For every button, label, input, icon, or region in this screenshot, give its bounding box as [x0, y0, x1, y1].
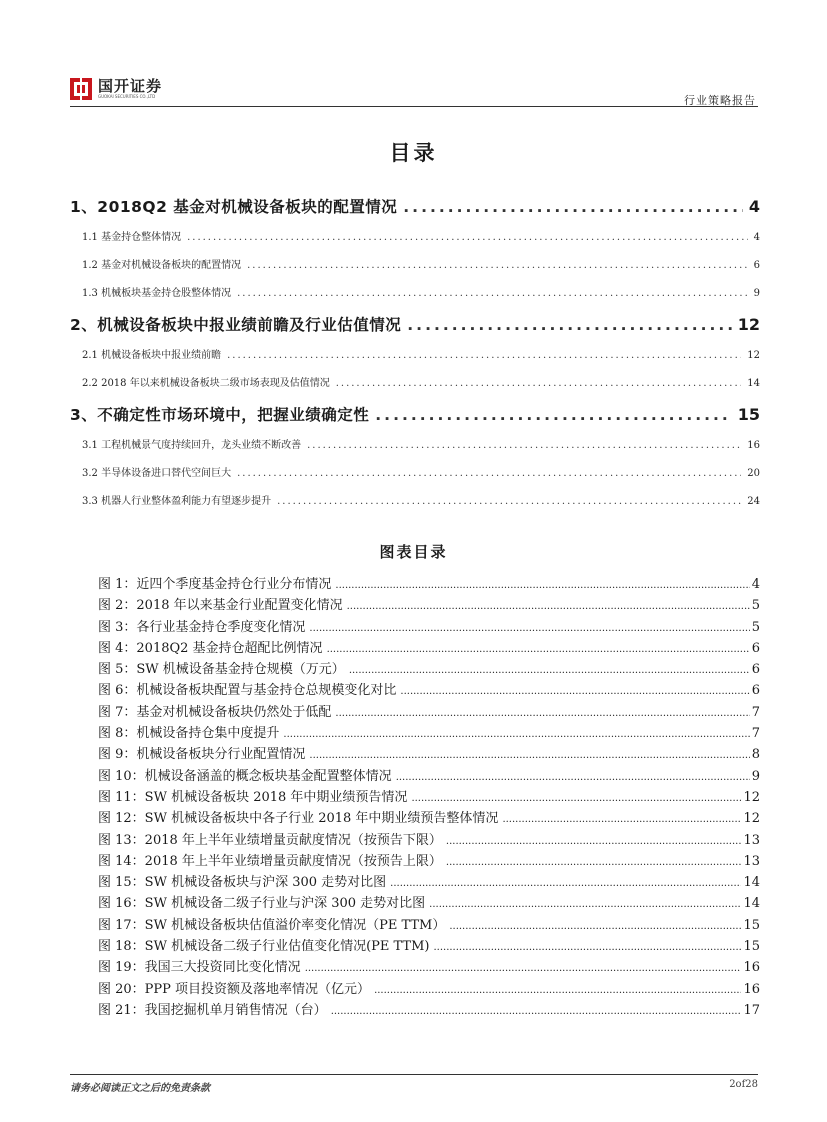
- figure-entry-label: 图 2：2018 年以来基金行业配置变化情况: [98, 598, 343, 614]
- figure-entry[interactable]: [98, 595, 760, 616]
- dot-leader: [375, 398, 731, 432]
- toc-entry-page: 12: [737, 315, 760, 334]
- table-of-contents: [70, 190, 760, 516]
- figure-entry-page: 8: [751, 747, 760, 763]
- dot-leader: [411, 788, 741, 808]
- figure-entry-page: 12: [743, 789, 760, 805]
- figure-entry[interactable]: [98, 1000, 760, 1021]
- figure-entry-label: 图 4：2018Q2 基金持仓超配比例情况: [98, 640, 323, 656]
- dot-leader: [187, 224, 748, 252]
- figure-entry[interactable]: [98, 744, 760, 765]
- footer-divider: [70, 1074, 758, 1075]
- figure-list-title: 图表目录: [379, 543, 448, 561]
- figure-entry[interactable]: [98, 872, 760, 893]
- toc-entry[interactable]: [70, 308, 760, 342]
- figure-entry-label: 图 7：基金对机械设备板块仍然处于低配: [98, 704, 332, 720]
- dot-leader: [396, 767, 750, 787]
- dot-leader: [309, 618, 749, 638]
- dot-leader: [309, 745, 749, 765]
- dot-leader: [327, 639, 750, 659]
- figure-entry-label: 图 16：SW 机械设备二级子行业与沪深 300 走势对比图: [98, 896, 426, 912]
- dot-leader: [446, 831, 742, 851]
- toc-entry-page: 14: [747, 378, 760, 389]
- toc-entry-label: 2.2 2018 年以来机械设备板块二级市场表现及估值情况: [82, 378, 330, 389]
- dot-leader: [305, 958, 742, 978]
- toc-entry-label: 2、机械设备板块中报业绩前瞻及行业估值情况: [70, 316, 402, 334]
- dot-leader: [433, 937, 741, 957]
- toc-title: 目录: [389, 141, 438, 165]
- page-header: [70, 72, 758, 106]
- dot-leader: [449, 916, 741, 936]
- figure-entry[interactable]: [98, 638, 760, 659]
- figure-entry-label: 图 21：我国挖掘机单月销售情况（台）: [98, 1002, 327, 1018]
- figure-entry[interactable]: [98, 617, 760, 638]
- dot-leader: [277, 488, 741, 516]
- figure-entry[interactable]: [98, 702, 760, 723]
- dot-leader: [227, 342, 741, 370]
- figure-entry-label: 图 20：PPP 项目投资额及落地率情况（亿元）: [98, 981, 371, 997]
- figure-entry-label: 图 15：SW 机械设备板块与沪深 300 走势对比图: [98, 875, 387, 891]
- figure-entry-page: 6: [751, 683, 760, 699]
- figure-entry[interactable]: [98, 851, 760, 872]
- figure-entry[interactable]: [98, 787, 760, 808]
- figure-entry-page: 12: [743, 811, 760, 827]
- dot-leader: [237, 460, 741, 488]
- figure-entry[interactable]: [98, 766, 760, 787]
- dot-leader: [247, 252, 748, 280]
- figure-entry-page: 17: [743, 1002, 760, 1018]
- figure-entry-page: 5: [751, 619, 760, 635]
- figure-entry-page: 9: [751, 768, 760, 784]
- dot-leader: [502, 809, 741, 829]
- figure-entry[interactable]: [98, 936, 760, 957]
- disclaimer-note: 请务必阅读正文之后的免责条款: [70, 1083, 210, 1094]
- dot-leader: [331, 1001, 742, 1021]
- toc-entry[interactable]: [70, 280, 760, 308]
- toc-entry[interactable]: [70, 398, 760, 432]
- toc-entry[interactable]: [70, 460, 760, 488]
- brand-logo: [70, 78, 162, 100]
- brand-subtitle: GUOKAI SECURITIES CO.,LTD: [98, 94, 156, 99]
- figure-entry[interactable]: [98, 979, 760, 1000]
- toc-entry-page: 4: [748, 197, 760, 216]
- toc-entry-page: 12: [747, 350, 760, 361]
- figure-entry-label: 图 14：2018 年上半年业绩增量贡献度情况（按预告上限）: [98, 853, 442, 869]
- toc-entry-page: 4: [753, 232, 760, 243]
- dot-leader: [283, 724, 749, 744]
- toc-entry[interactable]: [70, 190, 760, 224]
- figure-entry-label: 图 13：2018 年上半年业绩增量贡献度情况（按预告下限）: [98, 832, 442, 848]
- figure-entry-label: 图 8：机械设备持仓集中度提升: [98, 726, 280, 742]
- figure-entry[interactable]: [98, 574, 760, 595]
- figure-entry-page: 7: [751, 726, 760, 742]
- figure-entry[interactable]: [98, 893, 760, 914]
- figure-entry-page: 15: [743, 917, 760, 933]
- figure-entry[interactable]: [98, 830, 760, 851]
- figure-entry-page: 15: [743, 939, 760, 955]
- figure-entry-label: 图 9：机械设备板块分行业配置情况: [98, 747, 306, 763]
- figure-entry-page: 6: [751, 640, 760, 656]
- dot-leader: [429, 894, 741, 914]
- figure-entry[interactable]: [98, 723, 760, 744]
- dot-leader: [403, 190, 743, 224]
- toc-entry[interactable]: [70, 252, 760, 280]
- figure-entry[interactable]: [98, 957, 760, 978]
- toc-entry-label: 1.1 基金持仓整体情况: [82, 232, 182, 243]
- toc-entry-label: 3.1 工程机械景气度持续回升，龙头业绩不断改善: [82, 440, 302, 451]
- figure-entry[interactable]: [98, 915, 760, 936]
- dot-leader: [349, 660, 750, 680]
- toc-entry-page: 15: [737, 405, 760, 424]
- figure-entry-label: 图 18：SW 机械设备二级子行业估值变化情况(PE TTM): [98, 939, 430, 955]
- dot-leader: [446, 852, 742, 872]
- guokai-logo-icon: [70, 78, 92, 100]
- dot-leader: [347, 596, 750, 616]
- toc-entry-label: 1、2018Q2 基金对机械设备板块的配置情况: [70, 198, 398, 216]
- figure-entry-label: 图 19：我国三大投资同比变化情况: [98, 960, 301, 976]
- figure-list: [98, 574, 760, 1021]
- toc-entry-label: 3.2 半导体设备进口替代空间巨大: [82, 468, 232, 479]
- toc-entry-label: 1.2 基金对机械设备板块的配置情况: [82, 260, 242, 271]
- figure-entry-page: 5: [751, 598, 760, 614]
- toc-entry[interactable]: [70, 224, 760, 252]
- toc-entry-page: 24: [747, 496, 760, 507]
- figure-entry-label: 图 17：SW 机械设备板块估值溢价率变化情况（PE TTM）: [98, 917, 446, 933]
- figure-entry-label: 图 5：SW 机械设备基金持仓规模（万元）: [98, 662, 345, 678]
- figure-entry-page: 16: [743, 981, 760, 997]
- figure-entry-page: 13: [743, 853, 760, 869]
- report-type: 行业策略报告: [684, 94, 756, 107]
- toc-entry-label: 2.1 机械设备板块中报业绩前瞻: [82, 350, 222, 361]
- dot-leader: [336, 370, 742, 398]
- toc-entry-page: 9: [753, 288, 760, 299]
- toc-entry-label: 3、不确定性市场环境中，把握业绩确定性: [70, 406, 370, 424]
- page-number: 2of28: [729, 1079, 758, 1090]
- figure-entry[interactable]: [98, 808, 760, 829]
- figure-entry-label: 图 11：SW 机械设备板块 2018 年中期业绩预告情况: [98, 789, 408, 805]
- header-divider: [70, 106, 758, 107]
- toc-entry-page: 16: [747, 440, 760, 451]
- toc-entry[interactable]: [70, 432, 760, 460]
- toc-entry[interactable]: [70, 370, 760, 398]
- figure-entry[interactable]: [98, 680, 760, 701]
- dot-leader: [374, 980, 741, 1000]
- figure-entry[interactable]: [98, 659, 760, 680]
- figure-entry-page: 14: [743, 896, 760, 912]
- dot-leader: [237, 280, 748, 308]
- toc-entry[interactable]: [70, 488, 760, 516]
- dot-leader: [307, 432, 741, 460]
- figure-entry-page: 4: [751, 577, 760, 592]
- figure-entry-label: 图 1：近四个季度基金持仓行业分布情况: [98, 577, 332, 592]
- toc-entry-page: 6: [753, 260, 760, 271]
- figure-entry-label: 图 12：SW 机械设备板块中各子行业 2018 年中期业绩预告整体情况: [98, 811, 499, 827]
- figure-entry-page: 6: [751, 662, 760, 678]
- figure-entry-page: 16: [743, 960, 760, 976]
- dot-leader: [390, 873, 741, 893]
- dot-leader: [400, 681, 749, 701]
- figure-entry-page: 7: [751, 704, 760, 720]
- toc-entry-label: 3.3 机器人行业整体盈利能力有望逐步提升: [82, 496, 272, 507]
- figure-entry-page: 13: [743, 832, 760, 848]
- brand-name: 国开证券: [98, 77, 163, 95]
- toc-entry-label: 1.3 机械板块基金持仓股整体情况: [82, 288, 232, 299]
- dot-leader: [335, 703, 749, 723]
- dot-leader: [407, 308, 731, 342]
- figure-entry-label: 图 10：机械设备涵盖的概念板块基金配置整体情况: [98, 768, 392, 784]
- figure-entry-label: 图 3：各行业基金持仓季度变化情况: [98, 619, 306, 635]
- figure-entry-page: 14: [743, 875, 760, 891]
- toc-entry[interactable]: [70, 342, 760, 370]
- toc-entry-page: 20: [747, 468, 760, 479]
- dot-leader: [335, 575, 749, 595]
- figure-entry-label: 图 6：机械设备板块配置与基金持仓总规模变化对比: [98, 683, 397, 699]
